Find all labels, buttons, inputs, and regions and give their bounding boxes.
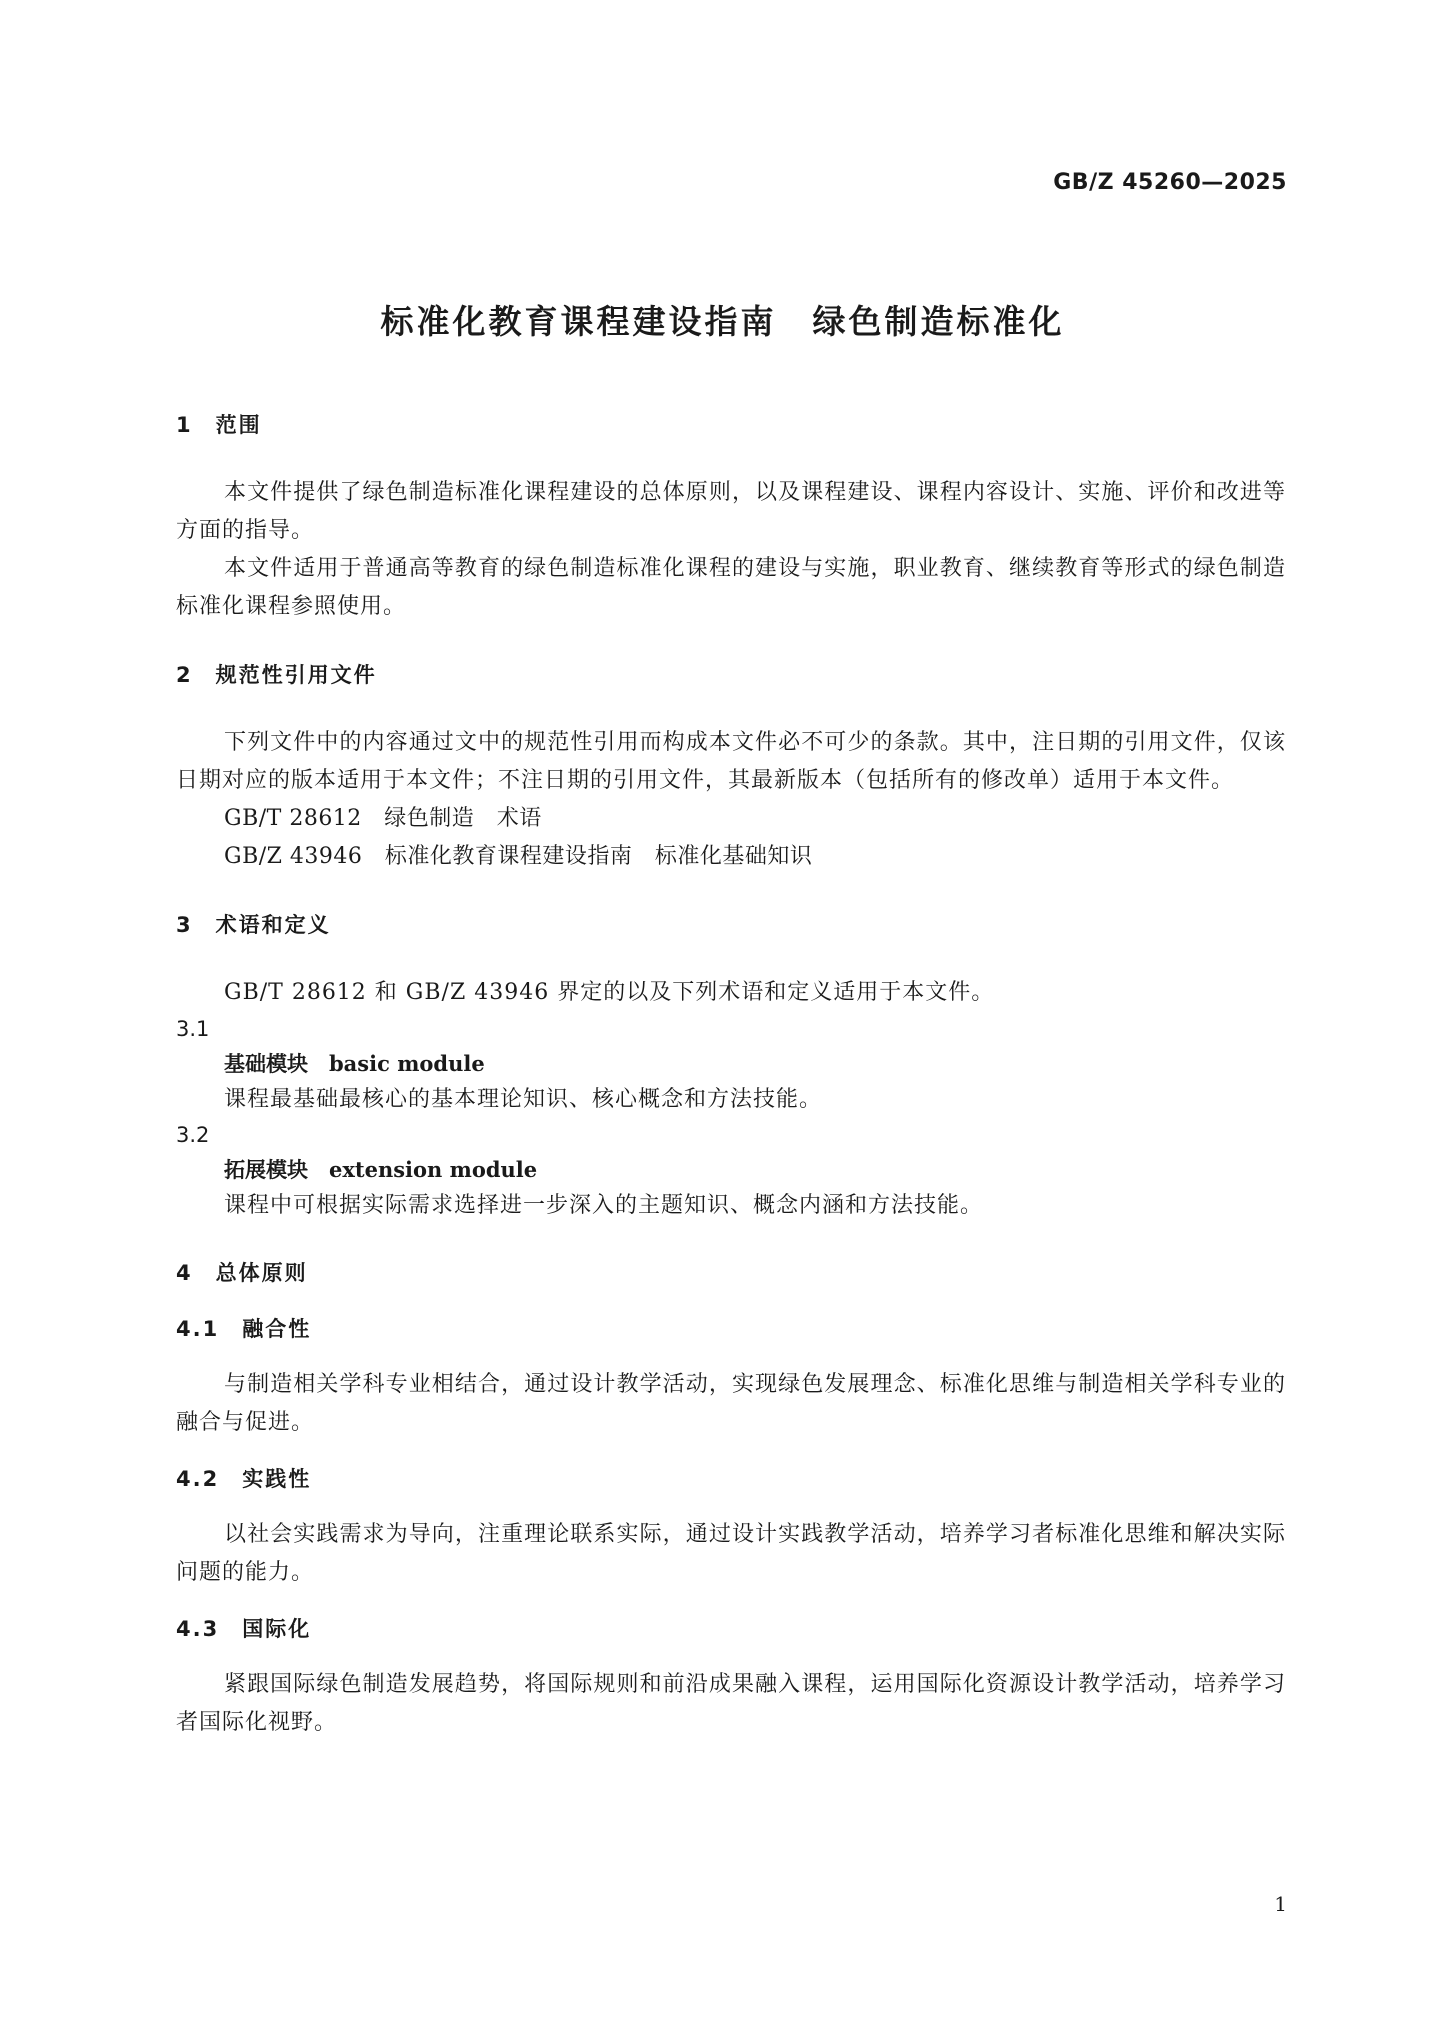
term-definition: 课程中可根据实际需求选择进一步深入的主题知识、概念内涵和方法技能。 [224, 1193, 984, 1218]
standard-code: GB/Z 45260—2025 [1053, 170, 1287, 195]
section-3-heading: 3 术语和定义 [176, 913, 331, 937]
term-name: 拓展模块 extension module [224, 1157, 538, 1182]
section-2-heading: 2 规范性引用文件 [176, 663, 377, 687]
document-title: 标准化教育课程建设指南 绿色制造标准化 [380, 302, 1065, 341]
subsection-4-2-para: 以社会实践需求为导向，注重理论联系实际，通过设计实践教学活动，培养学习者标准化思维和解决实际问题的能力。 [176, 1522, 1286, 1585]
term-number: 3.1 [176, 1017, 210, 1041]
section-1-para-1: 本文件提供了绿色制造标准化课程建设的总体原则，以及课程建设、课程内容设计、实施、评价和改进等方面的指导。 [176, 480, 1286, 543]
subsection-4-1-para: 与制造相关学科专业相结合，通过设计教学活动，实现绿色发展理念、标准化思维与制造相关学科专业的融合与促进。 [176, 1372, 1286, 1435]
subsection-4-2-heading: 4.2 实践性 [176, 1467, 312, 1491]
section-1-para-2: 本文件适用于普通高等教育的绿色制造标准化课程的建设与实施，职业教育、继续教育等形式的绿色制造标准化课程参照使用。 [176, 556, 1286, 619]
section-2-para: 下列文件中的内容通过文中的规范性引用而构成本文件必不可少的条款。其中，注日期的引用文件，仅该日期对应的版本适用于本文件；不注日期的引用文件，其最新版本（包括所有的修改单）适用于本文件。 [176, 730, 1286, 793]
section-1-heading: 1 范围 [176, 413, 262, 437]
subsection-4-1-heading: 4.1 融合性 [176, 1317, 312, 1341]
section-4-heading: 4 总体原则 [176, 1261, 308, 1285]
reference-item: GB/T 28612 绿色制造 术语 [224, 806, 542, 831]
term-definition: 课程最基础最核心的基本理论知识、核心概念和方法技能。 [224, 1087, 823, 1112]
term-name: 基础模块 basic module [224, 1051, 485, 1076]
reference-item: GB/Z 43946 标准化教育课程建设指南 标准化基础知识 [224, 844, 813, 869]
page-number: 1 [1274, 1892, 1287, 1916]
term-number: 3.2 [176, 1123, 210, 1147]
section-3-para: GB/T 28612 和 GB/Z 43946 界定的以及下列术语和定义适用于本文件。 [224, 980, 995, 1005]
subsection-4-3-heading: 4.3 国际化 [176, 1617, 312, 1641]
document-body [176, 410, 1286, 1742]
subsection-4-3-para: 紧跟国际绿色制造发展趋势，将国际规则和前沿成果融入课程，运用国际化资源设计教学活动，培养学习者国际化视野。 [176, 1672, 1286, 1735]
